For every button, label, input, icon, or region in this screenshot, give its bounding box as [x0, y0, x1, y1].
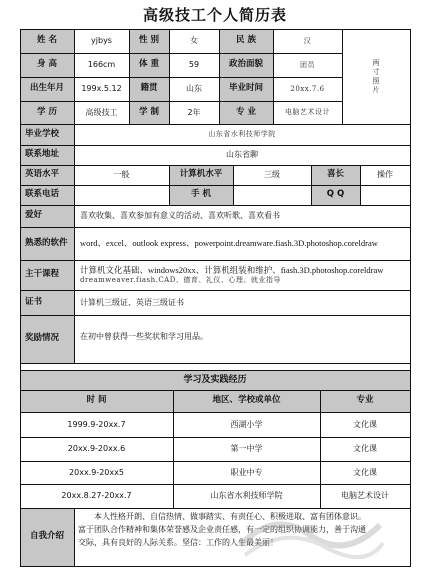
grid-line: [20, 290, 74, 291]
ethnic-value: 汉: [273, 29, 342, 53]
grid-line: [169, 77, 219, 78]
history-header-major: 专业: [320, 390, 410, 412]
grid-line: [20, 363, 21, 370]
political-value: 团员: [273, 53, 342, 77]
certs-value: 计算机三级证、英语三级证书: [74, 290, 410, 315]
grid-line: [20, 370, 410, 371]
grid-line: [20, 508, 21, 566]
grid-line: [169, 29, 170, 53]
grid-line: [74, 101, 75, 124]
grid-line: [74, 77, 129, 78]
qq-value: [360, 185, 410, 205]
grid-line: [311, 185, 360, 186]
grid-line: [74, 227, 410, 228]
native-value: 山东: [169, 77, 219, 101]
grid-line: [20, 227, 21, 260]
grid-line: [20, 508, 74, 509]
address-value: 山东省聊: [74, 145, 410, 165]
major-value: 电脑艺术设计: [273, 101, 342, 124]
mobile-value: [233, 185, 311, 205]
grid-line: [20, 484, 21, 508]
grid-line: [410, 29, 411, 125]
english-value: 一般: [74, 165, 169, 185]
grid-line: [410, 390, 411, 413]
grid-line: [20, 461, 21, 484]
grid-line: [169, 165, 170, 185]
grid-line: [219, 101, 273, 102]
intro-line-1: 本人性格开朗、自信热情、做事踏实、有责任心、积极进取、富有团体意识。: [94, 512, 366, 521]
grid-line: [360, 165, 361, 185]
grid-line: [233, 185, 234, 205]
intro-line-2: 富于团队合作精神和集体荣誉感及企业责任感，有一定的组织协调能力，善于沟通: [78, 525, 366, 534]
awards-value: 在初中曾获得一些奖状和学习用品。: [74, 315, 410, 363]
grid-line: [410, 508, 411, 567]
birth-label: 出生年月: [20, 77, 74, 101]
grid-line: [74, 165, 75, 185]
grid-line: [74, 508, 410, 509]
specialty-label: 喜长: [311, 165, 360, 185]
grid-line: [311, 185, 312, 205]
grid-line: [410, 145, 411, 166]
grid-line: [273, 101, 274, 124]
awards-label: 奖励情况: [20, 315, 74, 363]
hobby-label: 爱好: [20, 205, 74, 227]
grid-line: [273, 77, 274, 101]
history-header-school: 地区、学校或单位: [173, 390, 320, 412]
grid-line: [74, 260, 410, 261]
grid-line: [169, 185, 233, 186]
grid-line: [20, 29, 74, 30]
grid-line: [20, 390, 173, 391]
grid-line: [20, 390, 21, 412]
grid-line: [273, 53, 342, 54]
courses-label: 主干课程: [20, 260, 74, 290]
courses-line-2: dreamweaver.fiash.CAD、德育、礼仪、心理、就业指导: [80, 275, 281, 284]
grid-line: [410, 315, 411, 364]
grid-line: [169, 29, 219, 30]
grid-line: [320, 461, 410, 462]
grid-line: [20, 185, 74, 186]
mobile-label: 手 机: [169, 185, 233, 205]
grid-line: [20, 124, 74, 125]
grid-line: [74, 508, 75, 566]
school-label: 毕业学校: [20, 124, 74, 145]
grid-line: [169, 101, 170, 124]
grid-line: [173, 412, 174, 437]
grid-line: [129, 29, 130, 53]
grid-line: [20, 185, 21, 205]
height-value: 166cm: [74, 53, 129, 77]
grid-line: [74, 185, 75, 205]
history-row-2-major: 文化课: [320, 437, 410, 461]
grid-line: [219, 77, 273, 78]
english-label: 英语水平: [20, 165, 74, 185]
grid-line: [410, 227, 411, 261]
grid-line: [20, 165, 21, 185]
grid-line: [74, 185, 169, 186]
history-row-4-school: 山东省水利技师学院: [173, 484, 320, 508]
grid-line: [169, 77, 170, 101]
grid-line: [410, 260, 411, 291]
grid-line: [74, 315, 75, 363]
gradtime-value: 20xx.7.6: [273, 77, 342, 101]
grid-line: [74, 227, 75, 260]
grid-line: [173, 390, 174, 412]
grid-line: [74, 165, 169, 166]
grid-line: [20, 315, 74, 316]
grid-line: [219, 53, 273, 54]
certs-label: 证书: [20, 290, 74, 315]
phone-value: [74, 185, 169, 205]
weight-value: 59: [169, 53, 219, 77]
grid-line: [169, 165, 233, 166]
grid-line: [410, 412, 411, 438]
grid-line: [311, 165, 360, 166]
intro-value: [74, 508, 410, 566]
grid-line: [20, 145, 74, 146]
grid-line: [20, 29, 21, 53]
grid-line: [410, 437, 411, 462]
grid-line: [320, 437, 321, 461]
weight-label: 体 重: [129, 53, 169, 77]
grid-line: [233, 185, 311, 186]
grid-line: [74, 124, 410, 125]
history-row-2-school: 第一中学: [173, 437, 320, 461]
grid-line: [173, 390, 320, 391]
history-row-3-school: 职业中专: [173, 461, 320, 484]
grid-line: [20, 205, 21, 227]
grid-line: [219, 53, 220, 77]
grid-line: [273, 77, 342, 78]
photo-placeholder: [342, 29, 410, 124]
grid-line: [74, 205, 75, 227]
grid-line: [129, 101, 169, 102]
history-row-4-time: 20xx.8.27-20xx.7: [20, 484, 173, 508]
courses-line-1: 计算机文化基础、windows20xx、计算机组装和维护、fiash.3D.photoshop.coreldraw: [80, 265, 384, 276]
grid-line: [311, 165, 312, 185]
grid-line: [173, 461, 174, 484]
grid-line: [20, 101, 21, 124]
native-label: 籍贯: [129, 77, 169, 101]
grid-line: [20, 437, 173, 438]
major-label: 专 业: [219, 101, 273, 124]
schooling-label: 学 制: [129, 101, 169, 124]
grid-line: [169, 53, 219, 54]
grid-line: [360, 165, 410, 166]
grid-line: [74, 260, 75, 290]
height-label: 身 高: [20, 53, 74, 77]
grid-line: [20, 260, 74, 261]
political-label: 政治面貌: [219, 53, 273, 77]
grid-line: [20, 205, 74, 206]
grid-line: [320, 461, 321, 484]
history-header-time: 时 间: [20, 390, 173, 412]
grid-line: [20, 290, 21, 315]
edu-value: 高级技工: [74, 101, 129, 124]
grid-line: [129, 77, 169, 78]
grid-line: [320, 484, 410, 485]
grid-line: [20, 370, 21, 390]
grid-line: [320, 484, 321, 508]
grid-line: [410, 205, 411, 228]
intro-line-3: 交际，具有良好的人际关系。坚信：工作的人生最美丽！: [78, 538, 278, 547]
history-row-2-time: 20xx.9-20xx.6: [20, 437, 173, 461]
grid-line: [320, 390, 321, 412]
grid-line: [173, 437, 320, 438]
grid-line: [20, 53, 74, 54]
grid-line: [74, 290, 410, 291]
intro-label: 自我介绍: [20, 508, 74, 566]
grid-line: [20, 53, 21, 77]
grid-line: [173, 484, 174, 508]
gradtime-label: 毕业时间: [219, 77, 273, 101]
grid-line: [273, 29, 342, 30]
software-label: 熟悉的软件: [20, 227, 74, 260]
grid-line: [20, 77, 74, 78]
grid-line: [273, 53, 274, 77]
grid-line: [320, 412, 410, 413]
grid-line: [74, 101, 129, 102]
grid-line: [173, 412, 320, 413]
grid-line: [74, 53, 129, 54]
grid-line: [410, 370, 411, 391]
hobby-value: 喜欢收集、喜欢参加有意义的活动、喜欢听歌、喜欢看书: [74, 205, 410, 227]
history-row-1-time: 1999.9-20xx.7: [20, 412, 173, 437]
grid-line: [320, 437, 410, 438]
photo-text: 两寸照片: [372, 58, 380, 95]
grid-line: [20, 101, 74, 102]
grid-line: [20, 363, 410, 364]
courses-value: [74, 260, 410, 290]
grid-line: [360, 185, 410, 186]
grid-line: [20, 145, 21, 165]
grid-line: [173, 461, 320, 462]
grid-line: [74, 315, 410, 316]
history-row-3-time: 20xx.9-20xx5: [20, 461, 173, 484]
address-label: 联系地址: [20, 145, 74, 165]
gender-value: 女: [169, 29, 219, 53]
grid-line: [173, 484, 320, 485]
school-value: 山东省水利技师学院: [74, 124, 410, 145]
history-row-1-major: 文化课: [320, 412, 410, 437]
grid-line: [410, 461, 411, 485]
name-label: 姓 名: [20, 29, 74, 53]
grid-line: [20, 461, 173, 462]
grid-line: [20, 566, 75, 567]
grid-line: [129, 53, 169, 54]
grid-line: [173, 437, 174, 461]
grid-line: [169, 101, 219, 102]
grid-line: [410, 165, 411, 186]
grid-line: [20, 260, 21, 290]
grid-line: [410, 484, 411, 509]
grid-line: [233, 165, 234, 185]
spacer-row: [20, 363, 410, 370]
grid-line: [342, 29, 343, 124]
grid-line: [360, 185, 361, 205]
grid-line: [74, 290, 75, 315]
specialty-value: 操作: [360, 165, 410, 185]
grid-line: [320, 412, 321, 437]
grid-line: [74, 29, 129, 30]
grid-line: [219, 77, 220, 101]
schooling-value: 2年: [169, 101, 219, 124]
grid-line: [20, 412, 173, 413]
grid-line: [219, 101, 220, 124]
grid-line: [74, 145, 410, 146]
grid-line: [129, 101, 130, 124]
grid-line: [410, 290, 411, 316]
grid-line: [20, 77, 21, 101]
grid-line: [320, 390, 410, 391]
grid-line: [20, 484, 173, 485]
grid-line: [169, 53, 170, 77]
edu-label: 学 历: [20, 101, 74, 124]
grid-line: [129, 29, 169, 30]
grid-line: [20, 412, 21, 437]
computer-label: 计算机水平: [169, 165, 233, 185]
grid-line: [169, 185, 170, 205]
grid-line: [410, 124, 411, 146]
grid-line: [219, 29, 220, 53]
grid-line: [74, 566, 411, 567]
software-value: word、excel、outlook express、powerpoint.dreamware.fiash.3D.photoshop.coreldraw: [74, 227, 410, 260]
grid-line: [342, 29, 410, 30]
grid-line: [74, 145, 75, 165]
grid-line: [74, 77, 75, 101]
birth-value: 199x.5.12: [74, 77, 129, 101]
grid-line: [74, 53, 75, 77]
grid-line: [219, 29, 273, 30]
history-title: 学习及实践经历: [20, 370, 410, 390]
grid-line: [129, 77, 130, 101]
history-row-4-major: 电脑艺术设计: [320, 484, 410, 508]
phone-label: 联系电话: [20, 185, 74, 205]
grid-line: [410, 185, 411, 206]
qq-label: Q Q: [311, 185, 360, 205]
computer-value: 三级: [233, 165, 311, 185]
grid-line: [20, 227, 74, 228]
gender-label: 性 别: [129, 29, 169, 53]
resume-title: 高级技工个人简历表: [142, 6, 287, 24]
grid-line: [74, 124, 75, 145]
history-row-3-major: 文化课: [320, 461, 410, 484]
grid-line: [273, 101, 342, 102]
history-row-1-school: 西湖小学: [173, 412, 320, 437]
grid-line: [74, 205, 410, 206]
name-value: yjbys: [74, 29, 129, 53]
grid-line: [20, 315, 21, 363]
grid-line: [233, 165, 311, 166]
grid-line: [20, 124, 21, 145]
grid-line: [20, 165, 74, 166]
grid-line: [129, 53, 130, 77]
ethnic-label: 民 族: [219, 29, 273, 53]
grid-line: [20, 437, 21, 461]
grid-line: [74, 29, 75, 53]
grid-line: [273, 29, 274, 53]
